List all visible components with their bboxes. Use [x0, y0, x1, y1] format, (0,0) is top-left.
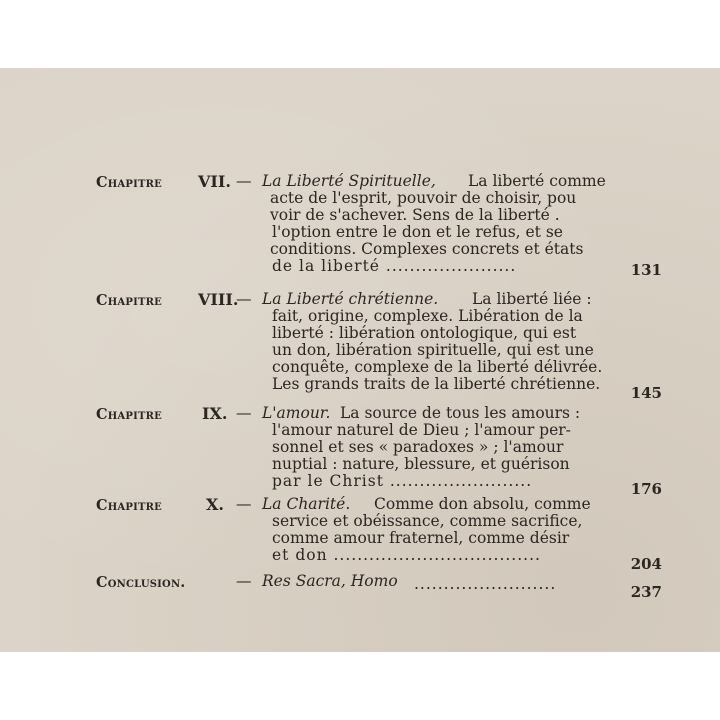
chapter-summary-line: et don ...................................	[272, 546, 541, 564]
chapter-summary-line: l'option entre le don et le refus, et se	[272, 223, 563, 241]
chapter-summary-line: acte de l'esprit, pouvoir de choisir, pou	[270, 189, 577, 207]
chapter-label: Chapitre	[96, 406, 162, 423]
chapter-summary-line: conditions. Complexes concrets et états	[270, 240, 584, 258]
chapter-dash: —	[236, 404, 252, 422]
chapter-summary-line: comme amour fraternel, comme désir	[272, 529, 570, 547]
chapter-dash: —	[236, 172, 252, 190]
chapter-number: VIII.	[198, 290, 239, 309]
page-number: 131	[630, 261, 662, 279]
chapter-summary-line: par le Christ ........................	[272, 472, 533, 490]
chapter-title: La Liberté Spirituelle,	[262, 172, 436, 190]
chapter-dash: —	[236, 495, 252, 513]
chapter-summary-line: sonnel et ses « paradoxes » ; l'amour	[272, 438, 564, 456]
chapter-summary-line: voir de s'achever. Sens de la liberté .	[270, 206, 560, 224]
conclusion-leader-dots: ........................	[414, 575, 557, 593]
chapter-summary-line: de la liberté ......................	[272, 257, 517, 275]
chapter-label: Chapitre	[96, 497, 162, 514]
chapter-number: VII.	[198, 172, 231, 191]
chapter-summary-line: conquête, complexe de la liberté délivrée.	[272, 358, 603, 376]
table-of-contents	[0, 68, 720, 652]
chapter-title: L'amour.	[262, 404, 331, 422]
page-number: 176	[630, 480, 662, 498]
chapter-summary-line: Comme don absolu, comme	[374, 495, 591, 513]
chapter-label: Chapitre	[96, 174, 162, 191]
page-number: 145	[630, 384, 662, 402]
chapter-number: X.	[206, 495, 224, 514]
chapter-summary-line: La liberté liée :	[472, 290, 592, 308]
chapter-title: La Charité.	[262, 495, 351, 513]
chapter-summary-line: La source de tous les amours :	[340, 404, 581, 422]
chapter-summary-line: nuptial : nature, blessure, et guérison	[272, 455, 570, 473]
page-number: 204	[630, 555, 662, 573]
chapter-dash: —	[236, 290, 252, 308]
conclusion-label: Conclusion.	[96, 574, 186, 591]
chapter-summary-line: La liberté comme	[468, 172, 606, 190]
book-page	[0, 68, 720, 652]
chapter-summary-line: liberté : libération ontologique, qui est	[272, 324, 577, 342]
chapter-label: Chapitre	[96, 292, 162, 309]
chapter-summary-line: l'amour naturel de Dieu ; l'amour per-	[272, 421, 571, 439]
chapter-title: La Liberté chrétienne.	[262, 290, 439, 308]
conclusion-title: Res Sacra, Homo	[262, 572, 398, 590]
page-number: 237	[630, 583, 662, 601]
chapter-summary-line: un don, libération spirituelle, qui est une	[272, 341, 594, 359]
chapter-number: IX.	[202, 404, 228, 423]
chapter-summary-line: service et obéissance, comme sacrifice,	[272, 512, 583, 530]
chapter-summary-line: fait, origine, complexe. Libération de la	[272, 307, 583, 325]
conclusion-dash: —	[236, 572, 252, 590]
chapter-summary-line: Les grands traits de la liberté chrétienne.	[272, 375, 601, 393]
